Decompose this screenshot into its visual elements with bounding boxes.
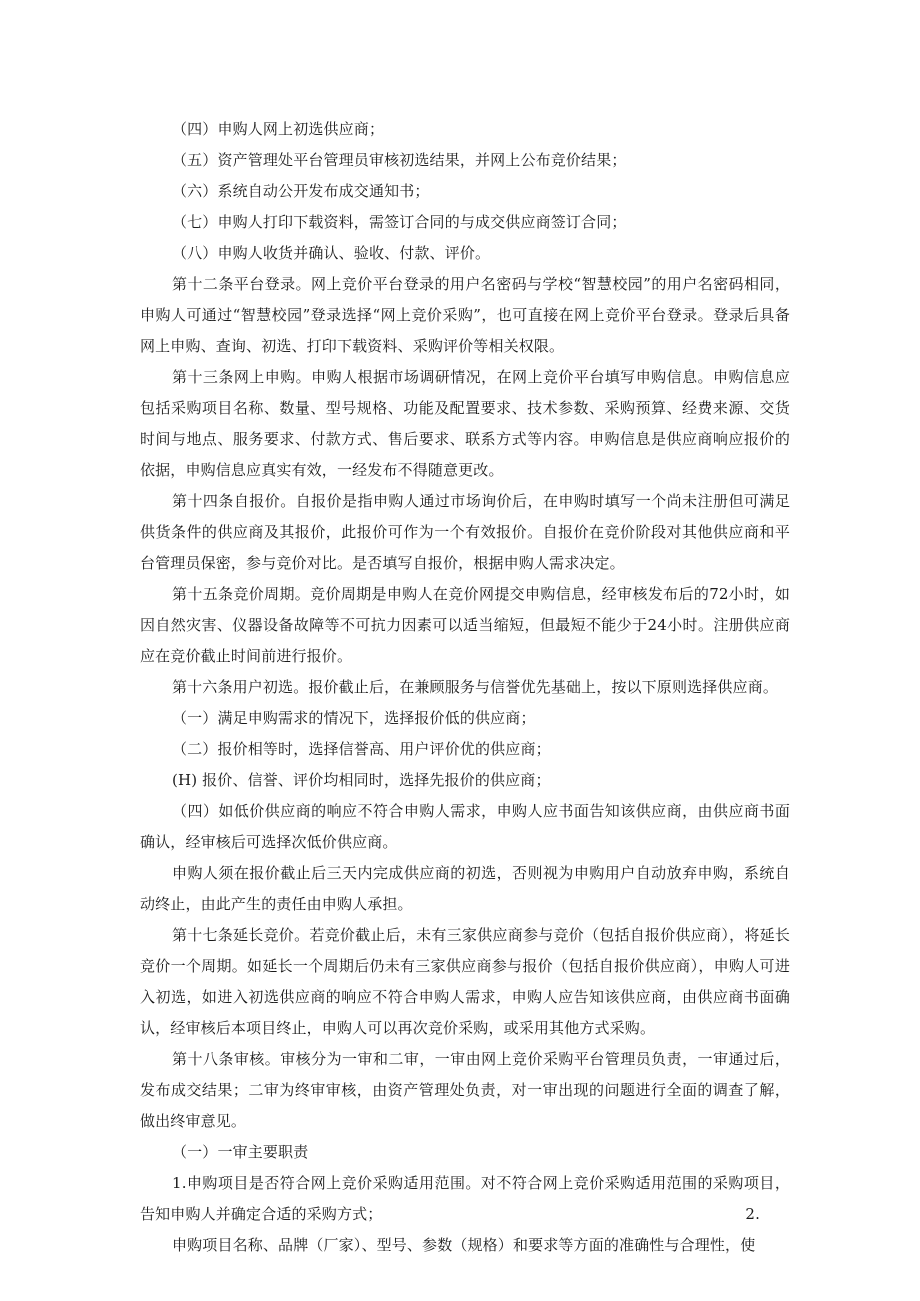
duty-2-number: 2. <box>745 1205 760 1223</box>
list-item: （五）资产管理处平台管理员审核初选结果，并网上公布竞价结果； <box>172 151 627 169</box>
list-item: （六）系统自动公开发布成交通知书； <box>172 182 430 200</box>
document-page <box>140 114 790 1261</box>
duty-1-paragraph <box>140 1168 790 1230</box>
article-14-paragraph: 第十四条自报价。自报价是指申购人通过市场询价后，在申购时填写一个尚未注册但可满足供货条件的供应商及其报价，此报价可作为一个有效报价。自报价在竞价阶段对其他供应商和平台管理员保密，参与竞价对比。是否填写自报价，根据申购人需求决定。 <box>140 492 790 572</box>
list-item: （二）报价相等时，选择信誉高、用户评价优的供应商； <box>172 740 551 758</box>
list-item: （七）申购人打印下载资料，需签订合同的与成交供应商签订合同； <box>172 213 627 231</box>
list-item: （八）申购人收货并确认、验收、付款、评价。 <box>172 244 491 262</box>
article-18-paragraph: 第十八条审核。审核分为一审和二审，一审由网上竞价采购平台管理员负责，一审通过后，发布成交结果；二审为终审审核，由资产管理处负责，对一审出现的问题进行全面的调查了解，做出终审意见。 <box>140 1050 790 1130</box>
list-item: (H) 报价、信誉、评价均相同时，选择先报价的供应商； <box>172 771 551 789</box>
section-heading: （一）一审主要职责 <box>172 1143 309 1161</box>
article-13-paragraph: 第十三条网上申购。申购人根据市场调研情况，在网上竞价平台填写申购信息。申购信息应包括采购项目名称、数量、型号规格、功能及配置要求、技术参数、采购预算、经费来源、交货时间与地点、服务要求、付款方式、售后要求、联系方式等内容。申购信息是供应商响应报价的依据，申购信息应真实有效，一经发布不得随意更改。 <box>140 368 790 479</box>
initial-selection-deadline-paragraph: 申购人须在报价截止后三天内完成供应商的初选，否则视为申购用户自动放弃申购，系统自动终止，由此产生的责任由申购人承担。 <box>140 864 790 913</box>
list-item: （四）如低价供应商的响应不符合申购人需求，申购人应书面告知该供应商，由供应商书面确认，经审核后可选择次低价供应商。 <box>140 802 790 851</box>
duty-1-text: 1.申购项目是否符合网上竞价采购适用范围。对不符合网上竞价采购适用范围的采购项目，告知申购人并确定合适的采购方式； <box>140 1174 790 1223</box>
article-15-paragraph: 第十五条竞价周期。竞价周期是申购人在竞价网提交申购信息，经审核发布后的72小时，如因自然灾害、仪器设备故障等不可抗力因素可以适当缩短，但最短不能少于24小时。注册供应商应在竞价截止时间前进行报价。 <box>140 585 790 665</box>
list-item: （四）申购人网上初选供应商； <box>172 120 385 138</box>
duty-2-paragraph: 申购项目名称、品牌（厂家）、型号、参数（规格）和要求等方面的准确性与合理性，使 <box>172 1236 756 1254</box>
article-17-paragraph: 第十七条延长竞价。若竞价截止后，未有三家供应商参与竞价（包括自报价供应商），将延长竞价一个周期。如延长一个周期后仍未有三家供应商参与报价（包括自报价供应商），申购人可进入初选，如进入初选供应商的响应不符合申购人需求，申购人应告知该供应商，由供应商书面确认，经审核后本项目终止，申购人可以再次竞价采购，或采用其他方式采购。 <box>140 926 790 1037</box>
article-12-paragraph: 第十二条平台登录。网上竞价平台登录的用户名密码与学校“智慧校园”的用户名密码相同，申购人可通过“智慧校园”登录选择“网上竞价采购”，也可直接在网上竞价平台登录。登录后具备网上申购、查询、初选、打印下载资料、采购评价等相关权限。 <box>140 275 790 355</box>
article-16-paragraph: 第十六条用户初选。报价截止后，在兼顾服务与信誉优先基础上，按以下原则选择供应商。 <box>172 678 779 696</box>
list-item: （一）满足申购需求的情况下，选择报价低的供应商； <box>172 709 536 727</box>
